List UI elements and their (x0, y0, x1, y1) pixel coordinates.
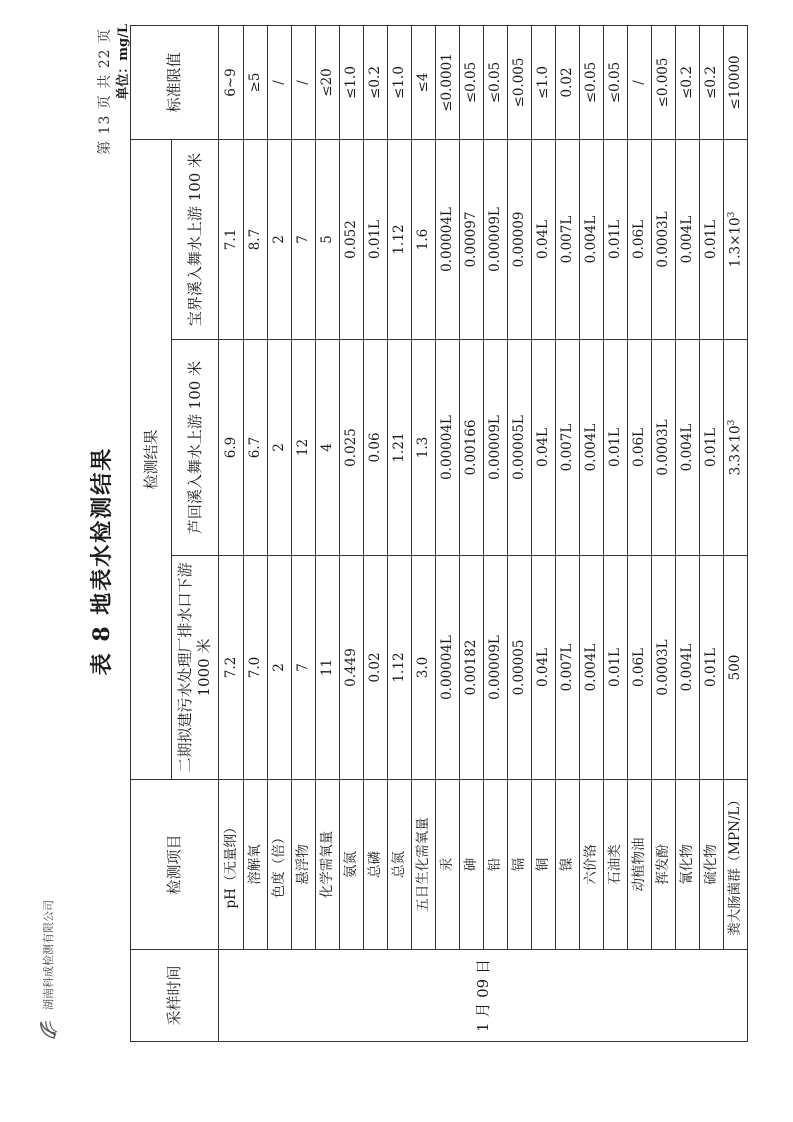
company-name: 湖南科成检测有限公司 (42, 900, 55, 1010)
table-body (219, 25, 748, 1041)
value-site-1: 7.0 (244, 556, 268, 780)
value-site-2: 6.9 (219, 340, 244, 556)
value-site-1: 0.0003L (652, 556, 676, 780)
value-site-3-base: 1.3×10 (727, 217, 744, 268)
value-site-1: 7 (292, 556, 316, 780)
header-site-1: 二期拟建污水处理厂排水口下游 1000 米 (172, 556, 219, 780)
value-site-1: 0.00182 (460, 556, 484, 780)
value-site-2: 0.00004L (436, 340, 460, 556)
limit-cell: ≤0.05 (484, 25, 508, 139)
value-site-1: 0.449 (340, 556, 364, 780)
item-cell: 氨氮 (340, 780, 364, 950)
value-site-1: 0.00009L (484, 556, 508, 780)
item-cell: 硫化物 (700, 780, 724, 950)
value-site-1: 11 (316, 556, 340, 780)
header-site-3: 宝界溪入舞水上游 100 米 (172, 139, 219, 339)
value-site-3: 0.00009 (508, 139, 532, 339)
value-site-2: 1.21 (388, 340, 412, 556)
limit-cell: ≤0.005 (652, 25, 676, 139)
value-site-2: 1.3 (412, 340, 436, 556)
value-site-3: 1.6 (412, 139, 436, 339)
table-row (436, 25, 460, 1041)
limit-cell: 0.02 (556, 25, 580, 139)
item-cell: 铜 (532, 780, 556, 950)
table-row (460, 25, 484, 1041)
table-row (364, 25, 388, 1041)
value-site-3: 0.01L (604, 139, 628, 339)
value-site-2: 0.00166 (460, 340, 484, 556)
value-site-3: 0.004L (676, 139, 700, 339)
item-cell: 色度（倍） (268, 780, 292, 950)
limit-cell: ≤1.0 (532, 25, 556, 139)
value-site-3: 0.007L (556, 139, 580, 339)
table-row (532, 25, 556, 1041)
item-cell: pH（无量纲） (219, 780, 244, 950)
value-site-1: 1.12 (388, 556, 412, 780)
value-site-1: 0.004L (580, 556, 604, 780)
value-site-2: 4 (316, 340, 340, 556)
table-row (388, 25, 412, 1041)
table-row (219, 25, 244, 1041)
value-site-1: 0.01L (700, 556, 724, 780)
value-site-2-base: 3.3×10 (727, 425, 744, 476)
table-row (724, 25, 748, 1041)
limit-cell: / (292, 25, 316, 139)
item-cell: 石油类 (604, 780, 628, 950)
table-row (628, 25, 652, 1041)
item-cell: 镉 (508, 780, 532, 950)
table-row (604, 25, 628, 1041)
value-site-2: 0.00009L (484, 340, 508, 556)
item-cell: 总磷 (364, 780, 388, 950)
value-site-3: 0.01L (364, 139, 388, 339)
value-site-3: 0.00097 (460, 139, 484, 339)
value-site-2: 0.00005L (508, 340, 532, 556)
header-site-2: 芦回溪入舞水上游 100 米 (172, 340, 219, 556)
limit-cell: ≤0.2 (700, 25, 724, 139)
value-site-3: 0.00004L (436, 139, 460, 339)
value-site-2: 0.04L (532, 340, 556, 556)
limit-cell: ≤4 (412, 25, 436, 139)
table-row (700, 25, 724, 1041)
table-row (508, 25, 532, 1041)
value-site-1: 0.00005 (508, 556, 532, 780)
company-header (36, 900, 60, 1042)
value-site-3: 0.052 (340, 139, 364, 339)
item-cell: 溶解氧 (244, 780, 268, 950)
value-site-3: 0.04L (532, 139, 556, 339)
limit-cell: ≤0.0001 (436, 25, 460, 139)
value-site-3: 7 (292, 139, 316, 339)
value-site-2: 0.004L (580, 340, 604, 556)
table-row (484, 25, 508, 1041)
value-site-2-exponent: 3 (726, 419, 737, 426)
table-title: 表 8 地表水检测结果 (89, 446, 115, 676)
limit-cell: ≤1.0 (388, 25, 412, 139)
table-row (244, 25, 268, 1041)
page-number: 第 13 页 共 22 页 (97, 28, 113, 155)
table-row (556, 25, 580, 1041)
value-site-2: 2 (268, 340, 292, 556)
table-row (676, 25, 700, 1041)
limit-cell: 6~9 (219, 25, 244, 139)
value-site-3: 0.0003L (652, 139, 676, 339)
sampling-date: 1 月 09 日 (219, 950, 748, 1042)
value-site-3 (724, 139, 748, 339)
value-site-2: 0.007L (556, 340, 580, 556)
header-standard: 标准限值 (131, 25, 219, 139)
value-site-2: 0.004L (676, 340, 700, 556)
value-site-3: 0.00009L (484, 139, 508, 339)
table-row (580, 25, 604, 1041)
value-site-1: 0.01L (604, 556, 628, 780)
value-site-2: 0.0003L (652, 340, 676, 556)
value-site-3: 1.12 (388, 139, 412, 339)
value-site-1: 0.02 (364, 556, 388, 780)
limit-cell: ≤20 (316, 25, 340, 139)
company-logo-icon (36, 1018, 60, 1042)
table-row (340, 25, 364, 1041)
value-site-1: 0.004L (676, 556, 700, 780)
item-cell: 氰化物 (676, 780, 700, 950)
value-site-3: 2 (268, 139, 292, 339)
value-site-1: 2 (268, 556, 292, 780)
value-site-3: 5 (316, 139, 340, 339)
item-cell: 粪大肠菌群（MPN/L） (724, 780, 748, 950)
value-site-3: 0.004L (580, 139, 604, 339)
item-cell: 镍 (556, 780, 580, 950)
header-results: 检测结果 (131, 139, 172, 779)
limit-cell: ≤0.005 (508, 25, 532, 139)
value-site-3: 8.7 (244, 139, 268, 339)
item-cell: 铅 (484, 780, 508, 950)
value-site-1: 500 (724, 556, 748, 780)
table-row (412, 25, 436, 1041)
item-cell: 总氮 (388, 780, 412, 950)
value-site-3-exponent: 3 (726, 211, 737, 218)
table-row (652, 25, 676, 1041)
limit-cell: ≤0.05 (580, 25, 604, 139)
limit-cell: / (628, 25, 652, 139)
item-cell: 六价铬 (580, 780, 604, 950)
item-cell: 化学需氧量 (316, 780, 340, 950)
item-cell: 五日生化需氧量 (412, 780, 436, 950)
limit-cell: / (268, 25, 292, 139)
item-cell: 挥发酚 (652, 780, 676, 950)
header-item: 检测项目 (131, 780, 219, 950)
limit-cell: ≤0.2 (676, 25, 700, 139)
value-site-1: 3.0 (412, 556, 436, 780)
value-site-1: 0.007L (556, 556, 580, 780)
value-site-1: 7.2 (219, 556, 244, 780)
item-cell: 悬浮物 (292, 780, 316, 950)
value-site-1: 0.00004L (436, 556, 460, 780)
item-cell: 汞 (436, 780, 460, 950)
value-site-2: 0.06 (364, 340, 388, 556)
value-site-2: 0.01L (700, 340, 724, 556)
value-site-2: 12 (292, 340, 316, 556)
limit-cell: ≤0.05 (460, 25, 484, 139)
unit-label: 单位：mg/L (116, 24, 131, 100)
value-site-3: 0.01L (700, 139, 724, 339)
limit-cell: ≤0.05 (604, 25, 628, 139)
value-site-2: 0.025 (340, 340, 364, 556)
table-row (268, 25, 292, 1041)
header-sampling-time: 采样时间 (131, 950, 219, 1042)
value-site-2: 0.06L (628, 340, 652, 556)
value-site-2 (724, 340, 748, 556)
item-cell: 动植物油 (628, 780, 652, 950)
value-site-3: 7.1 (219, 139, 244, 339)
table-row (292, 25, 316, 1041)
limit-cell: ≤0.2 (364, 25, 388, 139)
value-site-2: 0.01L (604, 340, 628, 556)
value-site-1: 0.04L (532, 556, 556, 780)
value-site-3: 0.06L (628, 139, 652, 339)
value-site-1: 0.06L (628, 556, 652, 780)
limit-cell: ≤10000 (724, 25, 748, 139)
value-site-2: 6.7 (244, 340, 268, 556)
limit-cell: ≤1.0 (340, 25, 364, 139)
item-cell: 砷 (460, 780, 484, 950)
limit-cell: ≥5 (244, 25, 268, 139)
water-test-table (130, 25, 748, 1042)
table-row (316, 25, 340, 1041)
